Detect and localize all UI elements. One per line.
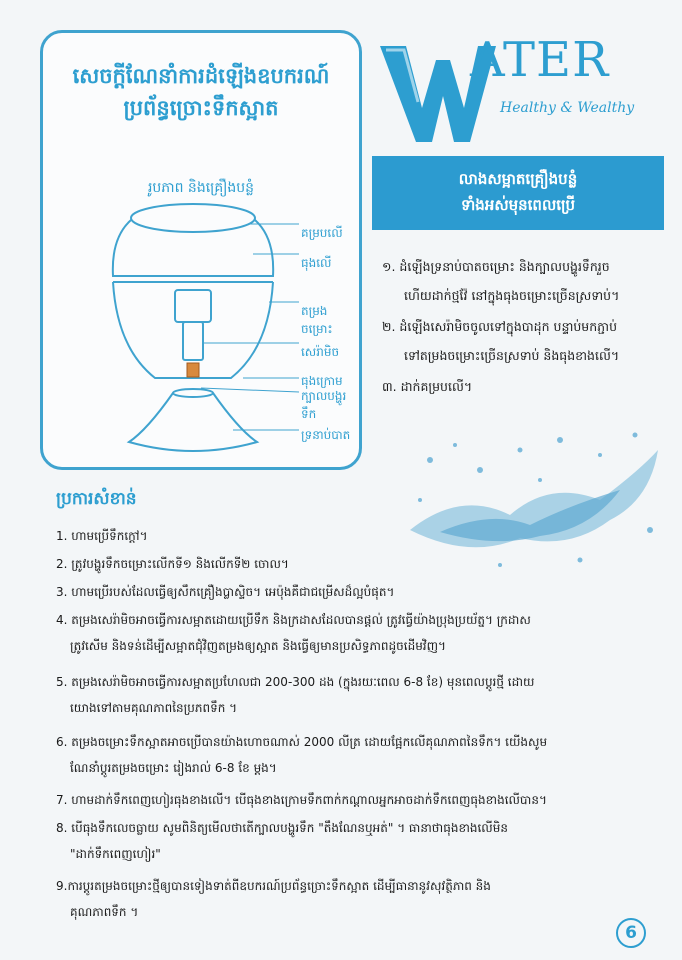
part-label-tap: ក្បាលបង្ហូរទឹក <box>301 389 347 421</box>
ceramic-filter-shape <box>183 322 203 360</box>
step-line: ទៅតម្រងចម្រោះច្រើនស្រទាប់ និងធុងខាងលើ។ <box>404 348 620 363</box>
cleaning-step-2 <box>382 312 662 370</box>
note-item-cont: ត្រូវសើម និងទន់ដើម្បីសម្អាតជុំវិញតម្រងឲ្យស្អាត និងធ្វើឲ្យមានប្រសិទ្ធភាពដូចដើមវិញ។ <box>70 639 446 653</box>
panel-title-line1: សេចក្ដីណែនាំការដំឡើងឧបករណ៍ <box>72 64 330 88</box>
page-number: 6 <box>616 918 646 948</box>
step-line: ៣. ដាក់គម្របលើ។ <box>382 379 473 394</box>
water-splash-image <box>400 420 665 575</box>
part-label-lower-tank: ធុងក្រោម <box>301 374 343 388</box>
cleaning-step-3 <box>382 372 662 401</box>
note-item: 9.ការប្ដូរតម្រងចម្រោះថ្មីឲ្យបានទៀងទាត់ពីឧបករណ៍ប្រព័ន្ធច្រោះទឹកស្អាត ដើម្បីធានានូវសុវត្ថិភាព និង <box>56 879 491 893</box>
water-purifier-diagram <box>73 198 313 458</box>
note-item: 1. ហាមប្រើទឹកក្ដៅ។ <box>56 529 148 543</box>
step-line: ២. ដំឡើងសេរ៉ាមិចចូលទៅក្នុងបាដុក បន្ទាប់មកភ្ជាប់ <box>382 319 618 334</box>
note-item-cont: យោងទៅតាមគុណភាពនៃប្រភពទឹក ។ <box>70 701 238 715</box>
note-item: 4. តម្រងសេរ៉ាមិចអាចធ្វើការសម្អាតដោយប្រើទឹក និងក្រដាសដែលបានផ្ដល់ ត្រូវធ្វើយ៉ាងប្រុងប្រយ័ត្ន។ ក្រដាស <box>56 613 531 627</box>
note-item: 5. តម្រងសេរ៉ាមិចអាចធ្វើការសម្អាតប្រហែលជា 200-300 ដង (ក្នុងរយៈពេល 6-8 ខែ) មុនពេលប្ដូរថ្មី ដោយ <box>56 675 535 689</box>
tap-shape <box>187 363 199 377</box>
filter-cartridge-shape <box>175 290 211 322</box>
part-label-base: ទ្រនាប់បាត <box>301 428 351 442</box>
cleaning-banner-line2: ទាំងអស់មុនពេលប្រើ <box>461 196 575 214</box>
note-item: 3. ហាមប្រើរបស់ដែលធ្វើឲ្យសឹកគ្រឿងប្លាស្ទិច។ អេប៉ុងគឺជាជម្រើសដ៏ល្អបំផុត។ <box>56 585 395 599</box>
logo-wordmark: ATER <box>470 32 610 88</box>
part-label-lid: គម្របលើ <box>301 226 343 240</box>
stand-base-shape <box>129 393 257 451</box>
part-label-filter: តម្រងចម្រោះ <box>301 304 333 336</box>
note-item-cont: "ដាក់ទឹកពេញហៀរ" <box>70 847 161 861</box>
step-line: ១. ដំឡើងទ្រនាប់បាតចម្រោះ និងក្បាលបង្ហូរទឹករួច <box>382 259 610 274</box>
note-item: 6. តម្រងចម្រោះទឹកស្អាតអាចប្រើបានយ៉ាងហោចណាស់ 2000 លីត្រ ដោយផ្អែកលើគុណភាពនៃទឹក។ យើងសូម <box>56 735 548 749</box>
part-label-upper-tank: ធុងលើ <box>301 256 332 270</box>
cleaning-step-1 <box>382 252 662 310</box>
important-notes-title: ប្រការសំខាន់ <box>56 489 137 509</box>
cleaning-banner-line1: លាងសម្អាតគ្រឿងបន្លំ <box>458 170 578 188</box>
cleaning-banner <box>372 156 664 230</box>
instruction-panel <box>40 30 362 470</box>
top-lid-shape <box>131 204 255 232</box>
panel-title-line2: ប្រព័ន្ធច្រោះទឹកស្អាត <box>123 96 279 120</box>
panel-subtitle: រូបភាព និងគ្រឿងបន្លំ <box>147 180 255 196</box>
note-item-cont: គុណភាពទឹក ។ <box>70 905 139 919</box>
note-item: 8. បើធុងទឹកលេចធ្លាយ សូមពិនិត្យមើលថាតើក្បាលបង្ហូរទឹក "តឹងណែនឬអត់" ។ ធានាថាធុងខាងលើមិន <box>56 821 508 835</box>
note-item: 7. ហាមដាក់ទឹកពេញហៀរធុងខាងលើ។ បើធុងខាងក្រោមទឹកពាក់កណ្ដាលអ្នកអាចដាក់ទឹកពេញធុងខាងលើបាន។ <box>56 793 547 807</box>
step-line: ហើយដាក់ថ្មវ៉ែ នៅក្នុងធុងចម្រោះច្រើនស្រទាប់។ <box>404 288 620 303</box>
note-item-cont: ណែនាំប្ដូរតម្រងចម្រោះ រៀងរាល់ 6-8 ខែ ម្ដង។ <box>70 761 277 775</box>
logo-tagline: Healthy & Wealthy <box>500 100 635 116</box>
part-label-ceramic: សេរ៉ាមិច <box>301 345 340 359</box>
upper-tank-shape <box>113 220 273 276</box>
note-item: 2. ត្រូវបង្ហូរទឹកចម្រោះលើកទី១ និងលើកទី២ ចោល។ <box>56 557 289 571</box>
